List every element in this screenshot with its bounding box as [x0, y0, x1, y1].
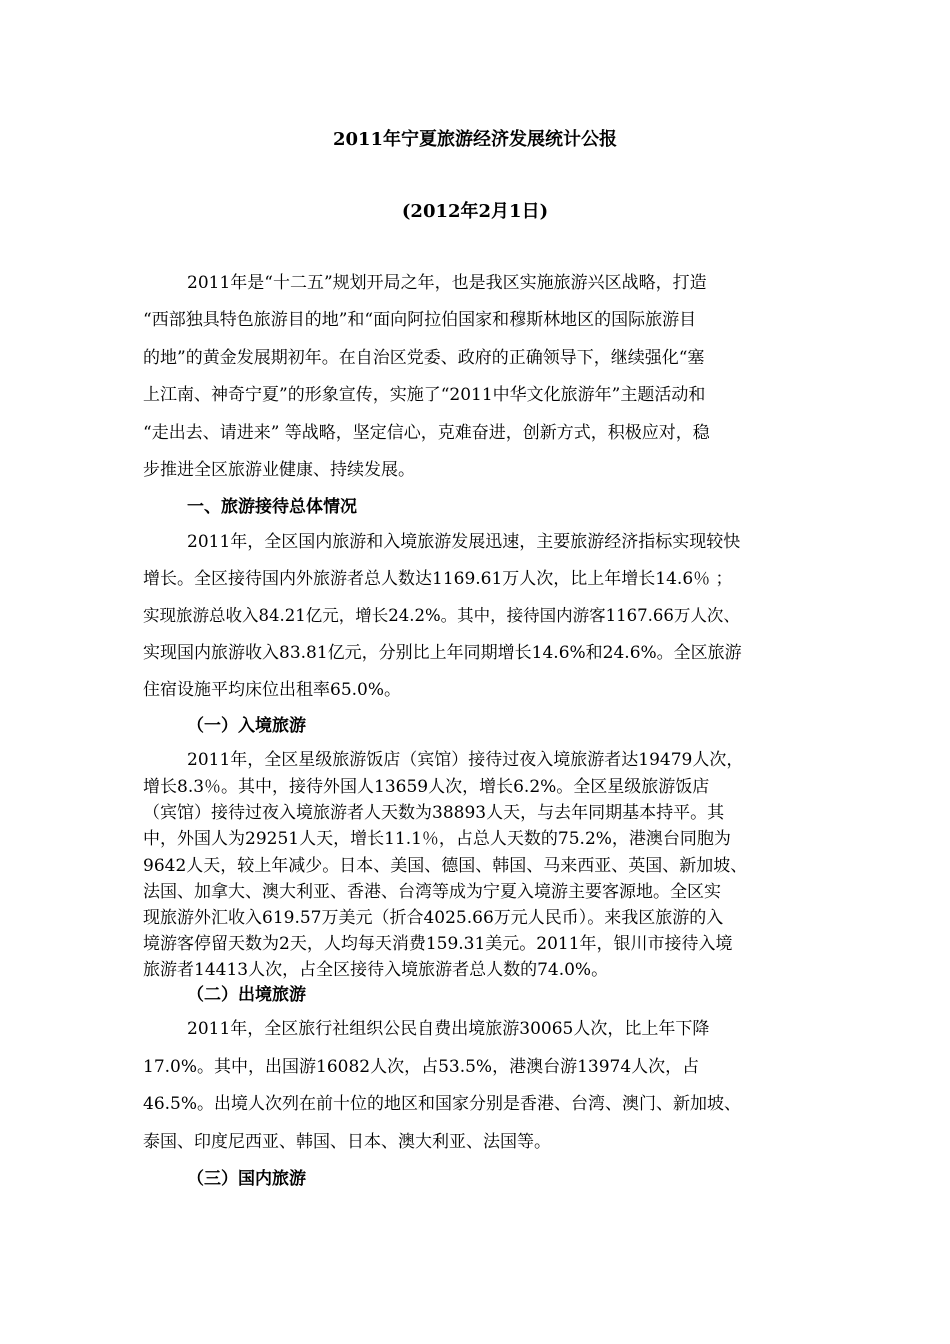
document-date: (2012年2月1日) — [401, 201, 549, 222]
paragraph-line: 增长8.3％。其中，接待外国人13659人次，增长6.2%。全区星级旅游饭店 — [143, 777, 710, 797]
paragraph-line: 境游客停留天数为2天，人均每天消费159.31美元。2011年，银川市接待入境 — [143, 934, 733, 954]
paragraph-line: 现旅游外汇收入619.57万美元（折合4025.66万元人民币）。来我区旅游的入 — [143, 908, 724, 928]
intro-line: 的地”的黄金发展期初年。在自治区党委、政府的正确领导下，继续强化“塞 — [143, 348, 705, 368]
intro-line: 2011年是“十二五”规划开局之年，也是我区实施旅游兴区战略，打造 — [187, 273, 707, 293]
paragraph-line: （宾馆）接待过夜入境旅游者人天数为38893人天，与去年同期基本持平。其 — [143, 803, 725, 823]
paragraph-line: 46.5%。出境人次列在前十位的地区和国家分别是香港、台湾、澳门、新加坡、 — [143, 1094, 742, 1114]
section-heading-inbound: （一）入境旅游 — [187, 716, 306, 736]
document-title: 2011年宁夏旅游经济发展统计公报 — [332, 129, 618, 150]
paragraph-line: 住宿设施平均床位出租率65.0%。 — [143, 680, 402, 700]
paragraph-line: 2011年，全区星级旅游饭店（宾馆）接待过夜入境旅游者达19479人次， — [187, 750, 744, 770]
section-heading-outbound: （二）出境旅游 — [187, 985, 306, 1005]
paragraph-line: 17.0%。其中，出国游16082人次，占53.5%，港澳台游13974人次，占 — [143, 1057, 700, 1077]
intro-line: “走出去、请进来” 等战略，坚定信心，克难奋进，创新方式，积极应对，稳 — [143, 423, 710, 443]
intro-line: “西部独具特色旅游目的地”和“面向阿拉伯国家和穆斯林地区的国际旅游目 — [143, 310, 697, 330]
paragraph-line: 中，外国人为29251人天，增长11.1％，占总人天数的75.2%，港澳台同胞为 — [143, 829, 731, 849]
intro-line: 步推进全区旅游业健康、持续发展。 — [143, 460, 415, 480]
paragraph-line: 2011年，全区国内旅游和入境旅游发展迅速，主要旅游经济指标实现较快 — [187, 532, 741, 552]
paragraph-line: 实现旅游总收入84.21亿元，增长24.2%。其中，接待国内游客1167.66万人次、 — [143, 606, 740, 625]
paragraph-line: 旅游者14413人次，占全区接待入境旅游者总人数的74.0%。 — [143, 960, 609, 980]
paragraph-line: 增长。全区接待国内外旅游者总人数达1169.61万人次，比上年增长14.6％ ； — [143, 569, 733, 589]
paragraph-line: 2011年，全区旅行社组织公民自费出境旅游30065人次，比上年下降 — [187, 1019, 710, 1039]
paragraph-line: 法国、加拿大、澳大利亚、香港、台湾等成为宁夏入境游主要客源地。全区实 — [143, 882, 721, 902]
section-heading-domestic: （三）国内旅游 — [187, 1169, 306, 1189]
paragraph-line: 泰国、印度尼西亚、韩国、日本、澳大利亚、法国等。 — [143, 1132, 551, 1152]
intro-line: 上江南、神奇宁夏”的形象宣传，实施了“2011中华文化旅游年”主题活动和 — [143, 385, 706, 405]
paragraph-line: 实现国内旅游收入83.81亿元，分别比上年同期增长14.6%和24.6%。全区旅游 — [143, 643, 742, 663]
section-heading-overview: 一、旅游接待总体情况 — [187, 497, 357, 517]
paragraph-line: 9642人天，较上年减少。日本、美国、德国、韩国、马来西亚、英国、新加坡、 — [143, 856, 748, 876]
